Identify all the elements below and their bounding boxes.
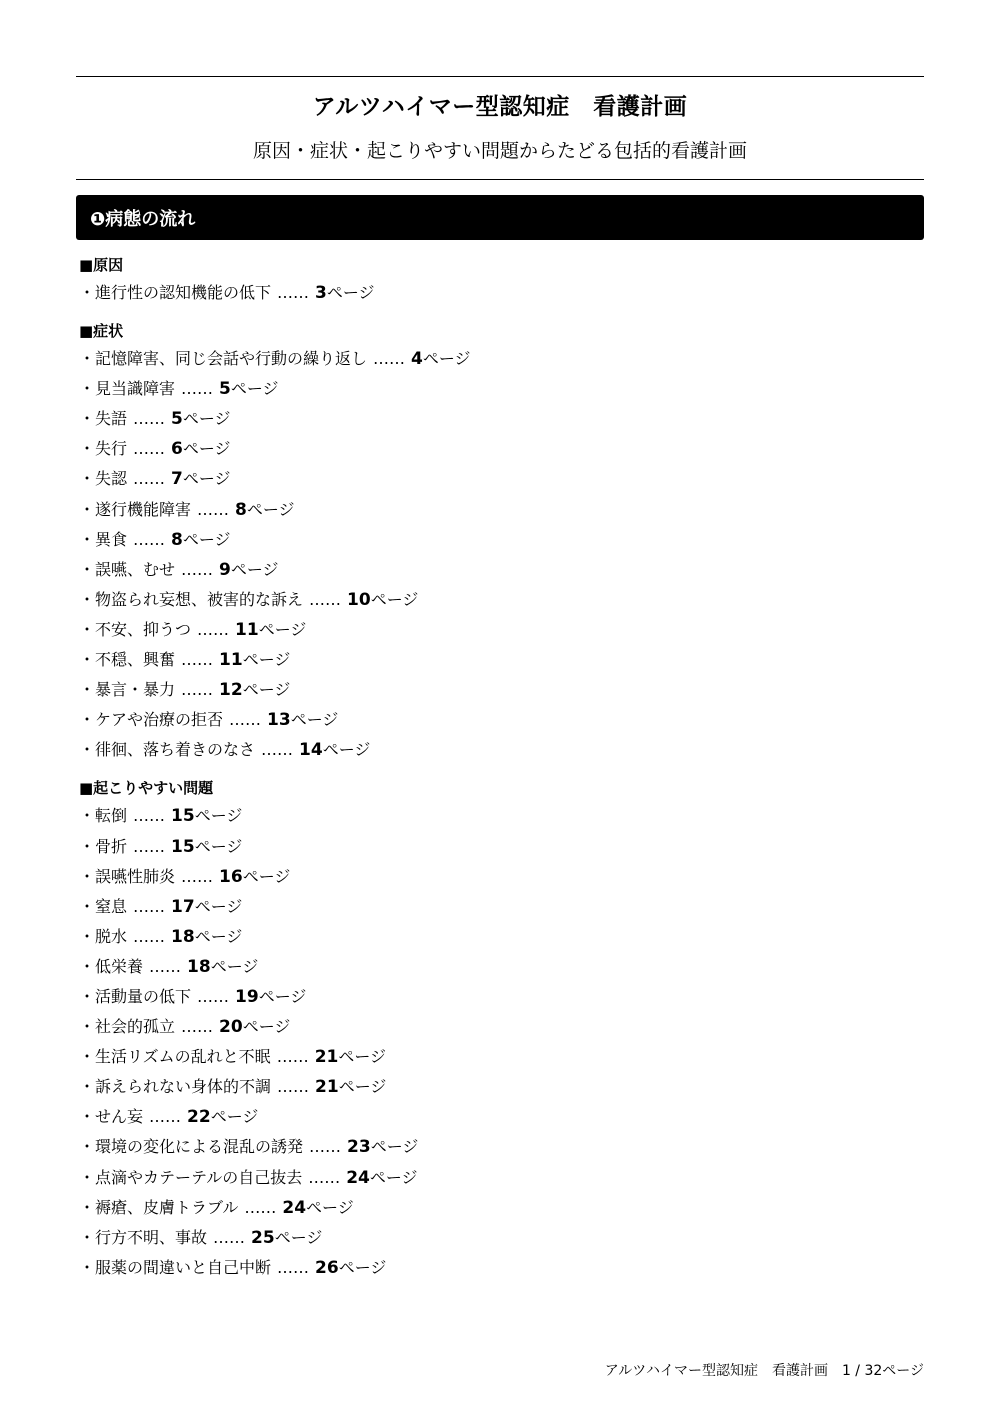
group-heading: ■原因 <box>79 256 124 274</box>
toc-page-suffix: ページ <box>370 589 419 609</box>
toc-entry <box>79 892 919 922</box>
toc-page-suffix: ページ <box>370 1137 419 1157</box>
toc-page-number: 5 <box>171 409 183 430</box>
toc-leader-dots: …… <box>133 806 166 826</box>
toc-entry-text: ・点滴やカテーテルの自己抜去 <box>79 1167 303 1187</box>
toc-entry <box>79 705 919 735</box>
toc-entry-text: ・褥瘡、皮膚トラブル <box>79 1197 239 1217</box>
toc-entry-text: ・失認 <box>79 469 128 489</box>
toc-leader-dots: …… <box>133 409 166 429</box>
toc-entry <box>79 344 919 374</box>
toc-entry <box>79 1102 919 1132</box>
group-heading: ■症状 <box>79 322 124 341</box>
toc-leader-dots: …… <box>181 650 214 670</box>
toc-leader-dots: …… <box>244 1197 277 1217</box>
toc-entry-text: ・せん妄 <box>79 1107 144 1127</box>
toc-entry <box>79 1223 919 1253</box>
toc-page-suffix: ページ <box>246 499 295 519</box>
toc-page-suffix: ページ <box>242 866 291 886</box>
toc-entry <box>79 585 919 615</box>
toc-entry-text: ・行方不明、事故 <box>79 1227 208 1247</box>
toc-page-number: 5 <box>219 379 231 400</box>
toc-leader-dots: …… <box>181 680 214 700</box>
toc-page-number: 24 <box>282 1197 307 1218</box>
toc-leader-dots: …… <box>277 1257 310 1277</box>
toc-entry-text: ・失行 <box>79 439 128 459</box>
toc-entry-text: ・記憶障害、同じ会話や行動の繰り返し <box>79 349 368 369</box>
toc-entry <box>79 1163 919 1193</box>
toc-entry-text: ・生活リズムの乱れと不眠 <box>79 1047 271 1067</box>
toc-page-number: 9 <box>219 559 231 580</box>
toc-entry-text: ・誤嚥性肺炎 <box>79 866 176 886</box>
toc-page-suffix: ページ <box>230 559 279 579</box>
toc-entry <box>79 1253 919 1283</box>
toc-page-suffix: ページ <box>194 836 243 856</box>
toc-page-suffix: ページ <box>274 1227 323 1247</box>
toc-page-suffix: ページ <box>322 740 371 760</box>
section-header-pathophysiology <box>76 195 924 240</box>
toc-page-number: 11 <box>235 619 259 640</box>
toc-page-suffix: ページ <box>194 896 243 916</box>
toc-leader-dots: …… <box>149 1107 182 1127</box>
toc-entry-text: ・誤嚥、むせ <box>79 559 176 579</box>
toc-page-suffix: ページ <box>182 529 231 549</box>
toc-page-suffix: ページ <box>194 926 243 946</box>
toc-entry <box>79 464 919 494</box>
toc-page-suffix: ページ <box>210 1107 259 1127</box>
toc-entry <box>79 1193 919 1223</box>
toc-entry-text: ・見当識障害 <box>79 379 176 399</box>
toc-page-number: 8 <box>171 529 183 550</box>
toc-entry <box>79 862 919 892</box>
toc-leader-dots: …… <box>309 1137 342 1157</box>
toc-entry <box>79 832 919 862</box>
toc-entry-text: ・異食 <box>79 529 128 549</box>
toc-page-number: 12 <box>219 680 243 701</box>
toc-entry-text: ・徘徊、落ち着きのなさ <box>79 740 256 760</box>
toc-page-number: 21 <box>314 1047 339 1068</box>
document-title: アルツハイマー型認知症 看護計画 <box>312 94 688 120</box>
toc-page-suffix: ページ <box>258 986 307 1006</box>
toc-page-number: 25 <box>251 1227 275 1248</box>
toc-leader-dots: …… <box>373 349 406 369</box>
toc-entry-text: ・不穏、興奮 <box>79 650 176 670</box>
toc-page-number: 10 <box>347 589 371 610</box>
toc-entry <box>79 801 919 831</box>
toc-leader-dots: …… <box>261 740 294 760</box>
toc-page-number: 14 <box>299 740 323 761</box>
toc-page-suffix: ページ <box>326 283 375 302</box>
table-of-contents <box>79 252 919 1283</box>
toc-list <box>79 278 919 308</box>
toc-page-suffix: ページ <box>258 619 307 639</box>
toc-group <box>79 775 919 1283</box>
toc-entry <box>79 525 919 555</box>
toc-page-number: 15 <box>171 806 195 827</box>
toc-entry <box>79 735 919 765</box>
toc-entry <box>79 922 919 952</box>
toc-leader-dots: …… <box>149 956 182 976</box>
toc-entry <box>79 495 919 525</box>
toc-page-number: 20 <box>219 1017 243 1038</box>
toc-page-number: 18 <box>187 956 211 977</box>
toc-page-number: 7 <box>171 469 183 490</box>
toc-page-suffix: ページ <box>338 1077 387 1097</box>
toc-leader-dots: …… <box>181 379 214 399</box>
toc-entry <box>79 555 919 585</box>
group-heading: ■起こりやすい問題 <box>79 779 214 798</box>
toc-page-number: 3 <box>315 283 327 303</box>
toc-page-number: 6 <box>171 439 183 460</box>
top-rule <box>76 76 924 77</box>
toc-entry-text: ・低栄養 <box>79 956 144 976</box>
toc-entry-text: ・進行性の認知機能の低下 <box>79 283 272 302</box>
toc-leader-dots: …… <box>133 896 166 916</box>
toc-entry-text: ・暴言・暴力 <box>79 680 176 700</box>
toc-page-suffix: ページ <box>338 1257 387 1277</box>
toc-page-suffix: ページ <box>369 1167 418 1187</box>
toc-page-number: 13 <box>267 710 291 731</box>
toc-entry-text: ・不安、抑うつ <box>79 619 192 639</box>
toc-page-suffix: ページ <box>422 349 471 369</box>
toc-entry <box>79 404 919 434</box>
toc-leader-dots: …… <box>181 1017 214 1037</box>
toc-list <box>79 344 919 765</box>
toc-entry-text: ・訴えられない身体的不調 <box>79 1077 272 1097</box>
toc-leader-dots: …… <box>133 439 166 459</box>
toc-page-number: 17 <box>171 896 195 917</box>
toc-entry <box>79 1132 919 1162</box>
toc-entry <box>79 1072 919 1102</box>
toc-entry <box>79 982 919 1012</box>
toc-entry <box>79 615 919 645</box>
toc-page-suffix: ページ <box>182 439 231 459</box>
toc-page-suffix: ページ <box>338 1047 387 1067</box>
toc-leader-dots: …… <box>213 1227 246 1247</box>
toc-entry <box>79 675 919 705</box>
toc-page-number: 8 <box>235 499 247 520</box>
toc-leader-dots: …… <box>181 559 214 579</box>
toc-group <box>79 318 919 765</box>
toc-list <box>79 801 919 1283</box>
toc-entry <box>79 1042 919 1072</box>
toc-entry-text: ・活動量の低下 <box>79 986 192 1006</box>
toc-leader-dots: …… <box>181 866 214 886</box>
toc-leader-dots: …… <box>133 836 166 856</box>
toc-page-number: 24 <box>346 1167 370 1188</box>
toc-page-suffix: ページ <box>230 379 279 399</box>
page-footer: アルツハイマー型認知症 看護計画 1 / 32ページ <box>604 1363 924 1379</box>
toc-page-number: 23 <box>347 1137 371 1158</box>
toc-entry <box>79 1012 919 1042</box>
toc-entry <box>79 278 919 308</box>
toc-entry-text: ・遂行機能障害 <box>79 499 192 519</box>
toc-leader-dots: …… <box>197 499 230 519</box>
toc-entry <box>79 952 919 982</box>
toc-group <box>79 252 919 308</box>
toc-page-suffix: ページ <box>242 680 291 700</box>
toc-leader-dots: …… <box>276 1047 309 1067</box>
toc-page-suffix: ページ <box>242 650 291 670</box>
toc-page-suffix: ページ <box>182 469 231 489</box>
toc-page-suffix: ページ <box>182 409 231 429</box>
toc-entry <box>79 645 919 675</box>
toc-page-number: 19 <box>235 986 259 1007</box>
toc-entry-text: ・社会的孤立 <box>79 1017 176 1037</box>
toc-page-number: 26 <box>315 1257 339 1278</box>
toc-leader-dots: …… <box>197 986 230 1006</box>
toc-page-number: 11 <box>219 650 243 671</box>
toc-leader-dots: …… <box>197 619 230 639</box>
toc-page-number: 16 <box>219 866 243 887</box>
toc-page-suffix: ページ <box>210 956 259 976</box>
toc-entry-text: ・ケアや治療の拒否 <box>79 710 224 730</box>
toc-entry-text: ・脱水 <box>79 926 128 946</box>
toc-leader-dots: …… <box>229 710 262 730</box>
toc-entry-text: ・物盗られ妄想、被害的な訴え <box>79 589 304 609</box>
section-header-label: ❶病態の流れ <box>90 208 196 230</box>
toc-entry-text: ・窒息 <box>79 896 128 916</box>
toc-page-suffix: ページ <box>242 1017 291 1037</box>
toc-entry-text: ・失語 <box>79 409 128 429</box>
toc-leader-dots: …… <box>308 1167 341 1187</box>
toc-leader-dots: …… <box>277 1077 310 1097</box>
toc-page-suffix: ページ <box>290 710 339 730</box>
document-subtitle: 原因・症状・起こりやすい問題からたどる包括的看護計画 <box>252 140 747 162</box>
toc-page-number: 15 <box>171 836 195 857</box>
toc-page-suffix: ページ <box>306 1197 354 1217</box>
toc-leader-dots: …… <box>133 926 166 946</box>
toc-entry <box>79 434 919 464</box>
toc-page-number: 22 <box>187 1107 211 1128</box>
toc-entry-text: ・環境の変化による混乱の誘発 <box>79 1137 304 1157</box>
toc-page-number: 21 <box>315 1077 339 1098</box>
toc-page-number: 4 <box>411 349 423 370</box>
toc-leader-dots: …… <box>133 529 166 549</box>
toc-leader-dots: …… <box>309 589 342 609</box>
toc-page-suffix: ページ <box>194 806 243 826</box>
header-bottom-rule <box>76 179 924 180</box>
toc-entry <box>79 374 919 404</box>
toc-entry-text: ・服薬の間違いと自己中断 <box>79 1257 272 1277</box>
toc-entry-text: ・骨折 <box>79 836 128 856</box>
toc-page-number: 18 <box>171 926 195 947</box>
toc-leader-dots: …… <box>133 469 166 489</box>
toc-leader-dots: …… <box>277 283 310 302</box>
toc-entry-text: ・転倒 <box>79 806 128 826</box>
